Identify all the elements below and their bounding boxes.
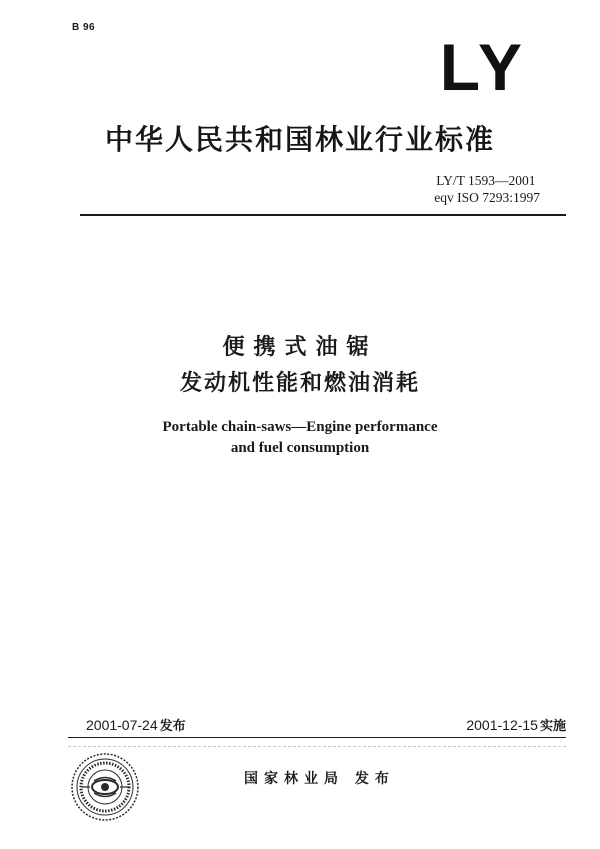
header-divider bbox=[80, 214, 566, 216]
equivalent-standard: eqv ISO 7293:1997 bbox=[434, 190, 540, 205]
implementation-date-value: 2001-12-15 bbox=[466, 717, 538, 733]
implementation-date-suffix: 实施 bbox=[539, 719, 566, 734]
issue-date-value: 2001-07-24 bbox=[86, 717, 158, 733]
english-title-line-2: and fuel consumption bbox=[230, 440, 370, 456]
implementation-date bbox=[466, 715, 566, 734]
standard-codes bbox=[436, 172, 540, 206]
issue-date-suffix: 发布 bbox=[159, 719, 186, 734]
footer-dashed-divider bbox=[68, 746, 566, 747]
official-seal-icon bbox=[70, 752, 140, 822]
standard-logo: LY bbox=[439, 30, 526, 104]
footer-divider bbox=[68, 737, 566, 738]
classification-code: B 96 bbox=[72, 22, 96, 33]
chinese-title-line-1: 便携式油锯 bbox=[222, 335, 378, 360]
standard-code: LY/T 1593—2001 bbox=[436, 173, 536, 188]
chinese-title-line-2: 发动机性能和燃油消耗 bbox=[179, 371, 420, 396]
publisher: 国家林业局 发布 bbox=[244, 771, 395, 787]
issue-date bbox=[86, 715, 186, 734]
standard-title: 中华人民共和国林业行业标准 bbox=[104, 123, 495, 156]
english-title-line-1: Portable chain-saws—Engine performance bbox=[162, 419, 438, 435]
